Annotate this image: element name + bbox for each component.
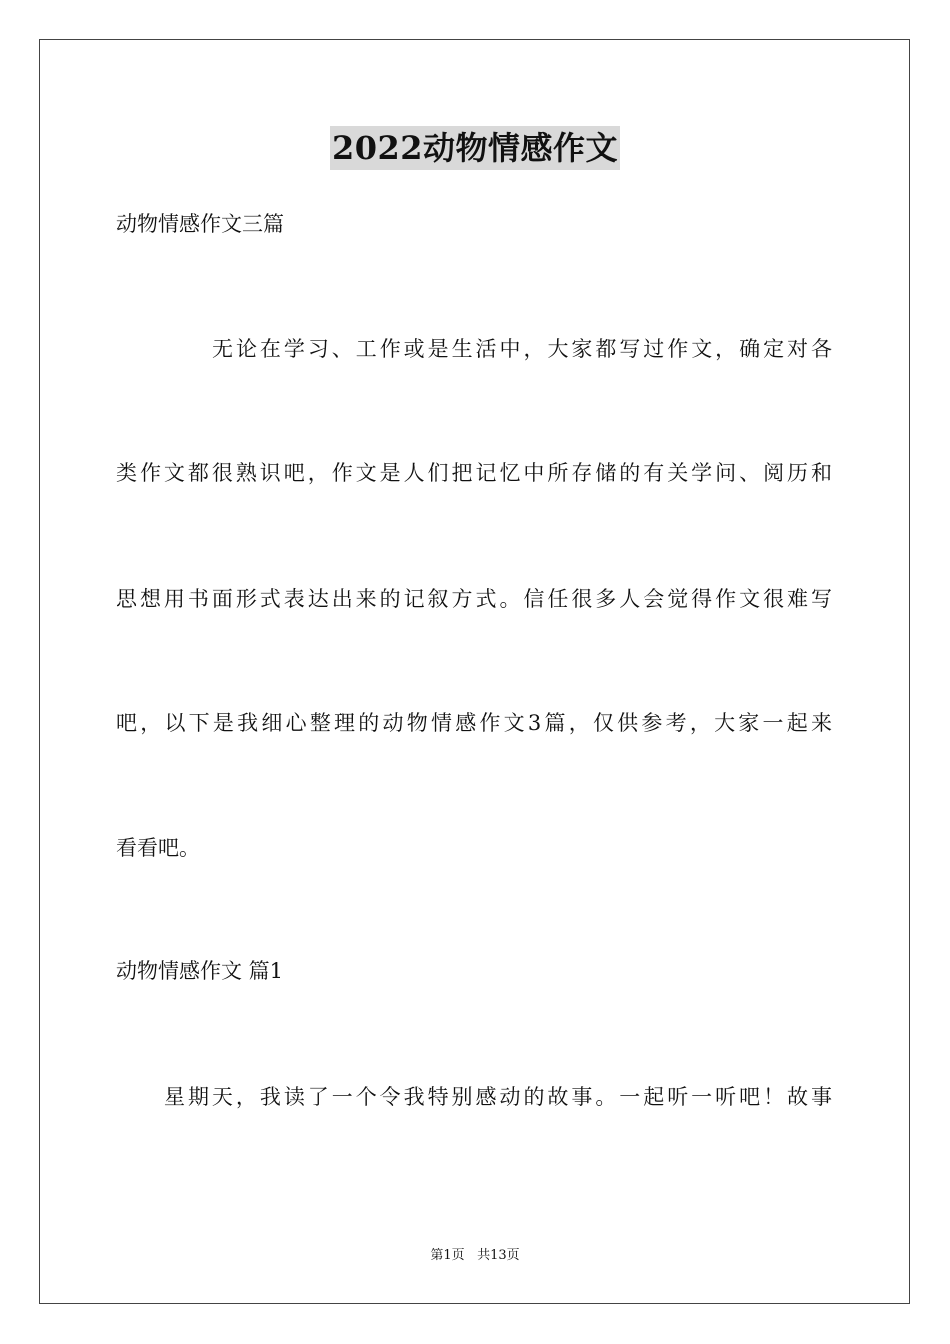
- page-number-total: 共13页: [477, 1248, 520, 1263]
- paragraph-1-line-3: 思想用书面形式表达出来的记叙方式。信任很多人会觉得作文很难写: [116, 587, 832, 611]
- paragraph-1-line-2: 类作文都很熟识吧，作文是人们把记忆中所存储的有关学问、阅历和: [116, 461, 832, 485]
- page-footer: [0, 1247, 950, 1265]
- paragraph-2-line-1: 星期天，我读了一个令我特别感动的故事。一起听一听吧！故事: [164, 1085, 832, 1109]
- title-container: [0, 126, 950, 170]
- section-heading: 动物情感作文 篇1: [116, 959, 284, 983]
- page-number-current: 第1页: [430, 1248, 465, 1263]
- document-subtitle: 动物情感作文三篇: [116, 212, 284, 236]
- paragraph-1-line-4: 吧，以下是我细心整理的动物情感作文3篇，仅供参考，大家一起来: [116, 711, 832, 735]
- paragraph-1-line-1: 无论在学习、工作或是生活中，大家都写过作文，确定对各: [212, 337, 832, 361]
- paragraph-1-line-5: 看看吧。: [116, 836, 200, 860]
- document-title: 2022动物情感作文: [330, 126, 620, 170]
